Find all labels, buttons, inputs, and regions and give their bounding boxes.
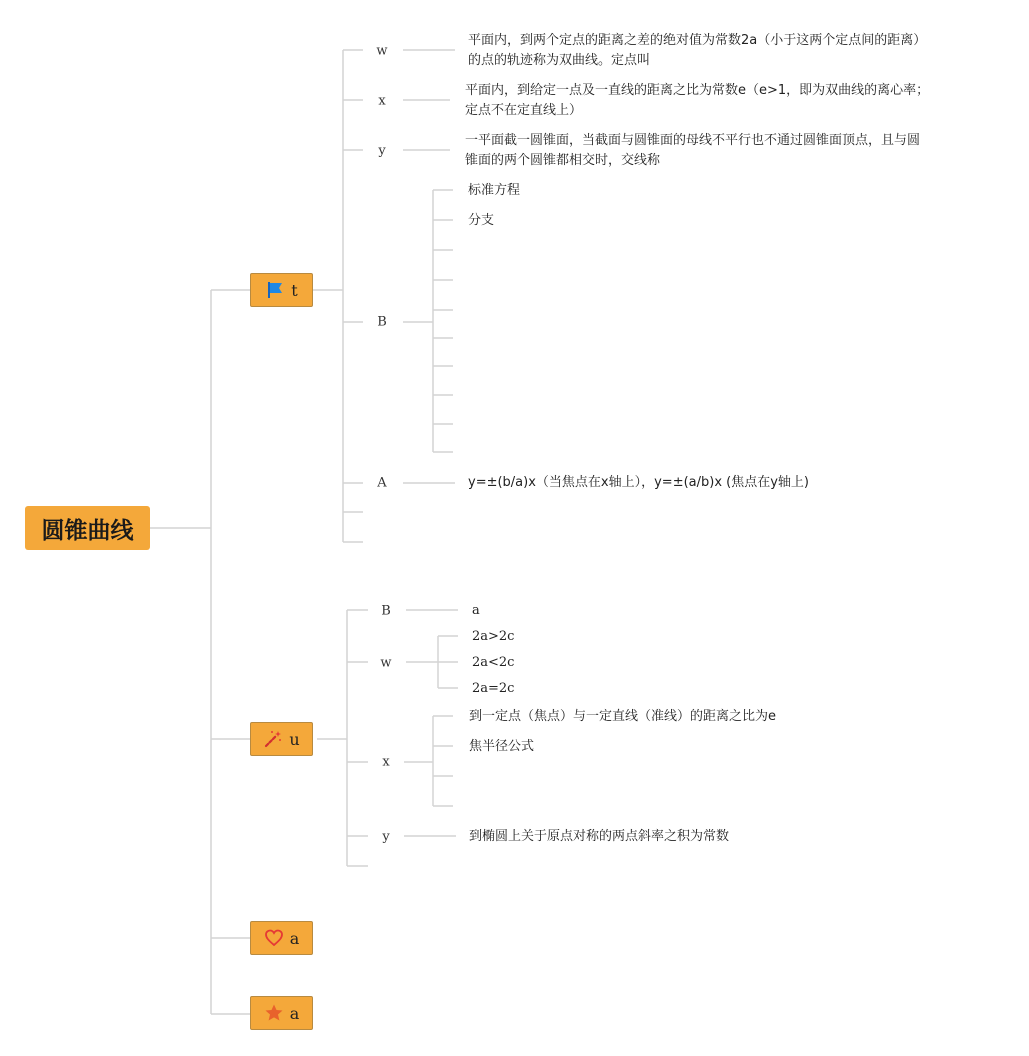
- leaf-line: 锥面的两个圆锥都相交时，交线称: [465, 153, 661, 168]
- star-icon: [264, 1003, 284, 1023]
- leaf-line: 的点的轨迹称为双曲线。定点叫: [468, 53, 651, 68]
- branch-label: a: [289, 1003, 300, 1023]
- heart-icon: [264, 928, 284, 948]
- leaf-item[interactable]: 2a>2c: [472, 629, 515, 644]
- leaf-item[interactable]: 2a<2c: [472, 655, 515, 670]
- sub-node-y[interactable]: y: [382, 829, 390, 845]
- sub-node-A[interactable]: A: [377, 475, 387, 491]
- flag-icon: [265, 280, 285, 300]
- leaf-line: 定点不在定直线上）: [465, 103, 583, 118]
- branch-node-t[interactable]: [250, 273, 313, 307]
- leaf-item[interactable]: 焦半径公式: [469, 739, 535, 754]
- sub-node-x[interactable]: x: [378, 93, 386, 109]
- sub-node-w[interactable]: w: [380, 655, 392, 671]
- sub-node-B[interactable]: B: [377, 314, 387, 330]
- magic-wand-icon: [263, 729, 283, 749]
- leaf-item[interactable]: 分支: [468, 213, 495, 228]
- leaf-line: 平面内，到给定一点及一直线的距离之比为常数e（e>1，即为双曲线的离心率；: [465, 83, 930, 98]
- root-label: 圆锥曲线: [41, 517, 134, 544]
- branch-node-heart[interactable]: [250, 921, 313, 955]
- branch-label: a: [289, 928, 300, 948]
- leaf-line: 一平面截一圆锥面，当截面与圆锥面的母线不平行也不通过圆锥面顶点，且与圆: [465, 133, 921, 148]
- root-node[interactable]: [25, 506, 150, 550]
- leaf-text[interactable]: 到椭圆上关于原点对称的两点斜率之积为常数: [469, 829, 730, 844]
- sub-node-x[interactable]: x: [382, 754, 390, 770]
- leaf-text[interactable]: [465, 81, 929, 121]
- branch-label: u: [289, 729, 300, 749]
- sub-node-B[interactable]: B: [381, 603, 391, 619]
- leaf-text[interactable]: a: [472, 603, 480, 618]
- branch-node-u[interactable]: [250, 722, 313, 756]
- leaf-item[interactable]: 2a=2c: [472, 681, 515, 696]
- leaf-text[interactable]: [465, 131, 920, 171]
- sub-node-w[interactable]: w: [376, 43, 388, 59]
- branch-label: t: [291, 280, 298, 300]
- leaf-text[interactable]: y=±(b/a)x（当焦点在x轴上），y=±(a/b)x (焦点在y轴上): [468, 475, 809, 490]
- sub-node-y[interactable]: y: [378, 143, 386, 159]
- leaf-line: 平面内，到两个定点的距离之差的绝对值为常数2a（小于这两个定点间的距离）: [468, 33, 927, 48]
- leaf-item[interactable]: 到一定点（焦点）与一定直线（准线）的距离之比为e: [469, 709, 776, 724]
- leaf-item[interactable]: 标准方程: [468, 183, 521, 198]
- branch-node-star[interactable]: [250, 996, 313, 1030]
- leaf-text[interactable]: [468, 31, 926, 71]
